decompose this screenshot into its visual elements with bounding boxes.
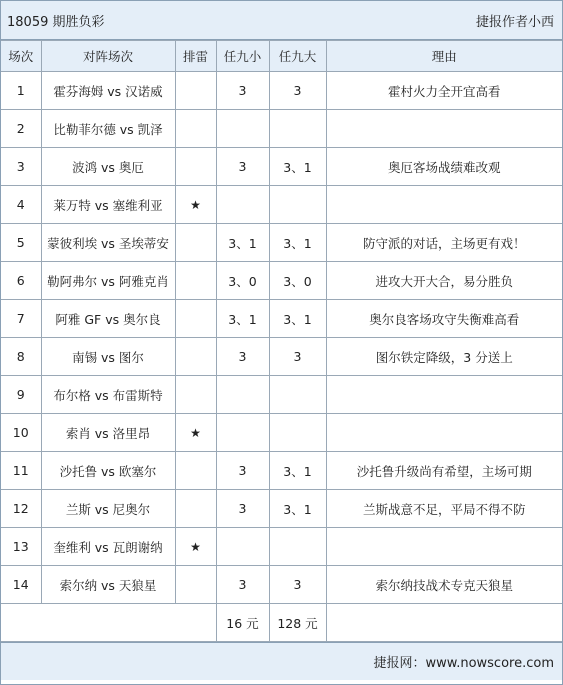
match-number: 4 xyxy=(1,186,41,224)
mine-star xyxy=(175,262,216,300)
reason xyxy=(326,414,562,452)
match-name: 蒙彼利埃 vs 圣埃蒂安 xyxy=(41,224,175,262)
table-row xyxy=(1,452,562,490)
match-name: 南锡 vs 图尔 xyxy=(41,338,175,376)
mine-star xyxy=(175,148,216,186)
pick-small: 3、1 xyxy=(216,224,269,262)
reason: 奥厄客场战绩难改观 xyxy=(326,148,562,186)
pick-small: 3、1 xyxy=(216,300,269,338)
match-number: 3 xyxy=(1,148,41,186)
match-number: 13 xyxy=(1,528,41,566)
col-header-match: 对阵场次 xyxy=(41,41,175,72)
pick-small xyxy=(216,376,269,414)
reason: 霍村火力全开宜高看 xyxy=(326,72,562,110)
pick-big xyxy=(269,376,326,414)
match-number: 2 xyxy=(1,110,41,148)
mine-star: ★ xyxy=(175,414,216,452)
pick-big: 3、0 xyxy=(269,262,326,300)
footer-site: 捷报网：www.nowscore.com xyxy=(373,656,554,671)
header-row xyxy=(1,41,562,72)
match-name: 索尔纳 vs 天狼星 xyxy=(41,566,175,604)
mine-star xyxy=(175,376,216,414)
reason xyxy=(326,528,562,566)
pick-big: 3、1 xyxy=(269,300,326,338)
table-row xyxy=(1,376,562,414)
pick-big: 3 xyxy=(269,72,326,110)
match-name: 勒阿弗尔 vs 阿雅克肖 xyxy=(41,262,175,300)
mine-star xyxy=(175,224,216,262)
pick-small: 3、0 xyxy=(216,262,269,300)
match-name: 波鸿 vs 奥厄 xyxy=(41,148,175,186)
reason: 防守派的对话，主场更有戏！ xyxy=(326,224,562,262)
totals-spacer xyxy=(1,604,216,642)
pick-big xyxy=(269,414,326,452)
pick-big: 3、1 xyxy=(269,148,326,186)
prediction-table xyxy=(1,40,562,642)
reason: 沙托鲁升级尚有希望，主场可期 xyxy=(326,452,562,490)
match-name: 兰斯 vs 尼奥尔 xyxy=(41,490,175,528)
table-row xyxy=(1,186,562,224)
table-row xyxy=(1,148,562,186)
pick-small xyxy=(216,186,269,224)
table-row xyxy=(1,262,562,300)
match-number: 10 xyxy=(1,414,41,452)
pick-small: 3 xyxy=(216,148,269,186)
pick-small: 3 xyxy=(216,72,269,110)
reason: 进攻大开大合，易分胜负 xyxy=(326,262,562,300)
match-number: 14 xyxy=(1,566,41,604)
reason xyxy=(326,110,562,148)
pick-small xyxy=(216,528,269,566)
match-name: 奎维利 vs 瓦朗谢纳 xyxy=(41,528,175,566)
pick-small: 3 xyxy=(216,452,269,490)
match-name: 索肖 vs 洛里昂 xyxy=(41,414,175,452)
pick-big: 3、1 xyxy=(269,224,326,262)
table-row xyxy=(1,338,562,376)
col-header-no: 场次 xyxy=(1,41,41,72)
pick-small: 3 xyxy=(216,566,269,604)
pick-big: 3、1 xyxy=(269,452,326,490)
pick-big: 3 xyxy=(269,338,326,376)
mine-star xyxy=(175,490,216,528)
mine-star: ★ xyxy=(175,186,216,224)
table-row xyxy=(1,300,562,338)
match-number: 7 xyxy=(1,300,41,338)
match-name: 阿雅 GF vs 奥尔良 xyxy=(41,300,175,338)
reason: 奥尔良客场攻守失衡难高看 xyxy=(326,300,562,338)
totals-empty xyxy=(326,604,562,642)
pick-small xyxy=(216,414,269,452)
table-row xyxy=(1,224,562,262)
mine-star xyxy=(175,452,216,490)
pick-big xyxy=(269,528,326,566)
table-row xyxy=(1,72,562,110)
match-name: 沙托鲁 vs 欧塞尔 xyxy=(41,452,175,490)
match-number: 5 xyxy=(1,224,41,262)
mine-star: ★ xyxy=(175,528,216,566)
col-header-mine: 排雷 xyxy=(175,41,216,72)
match-number: 11 xyxy=(1,452,41,490)
pick-small: 3 xyxy=(216,338,269,376)
pick-big xyxy=(269,110,326,148)
mine-star xyxy=(175,110,216,148)
reason xyxy=(326,376,562,414)
pick-big xyxy=(269,186,326,224)
pick-small xyxy=(216,110,269,148)
table-row xyxy=(1,490,562,528)
issue-title: 18059 期胜负彩 xyxy=(7,14,105,30)
author-label: 捷报作者小西 xyxy=(475,14,554,30)
match-name: 比勒菲尔德 vs 凯泽 xyxy=(41,110,175,148)
table-row xyxy=(1,566,562,604)
pick-big: 3 xyxy=(269,566,326,604)
table-row xyxy=(1,110,562,148)
match-name: 布尔格 vs 布雷斯特 xyxy=(41,376,175,414)
pick-big: 3、1 xyxy=(269,490,326,528)
reason: 兰斯战意不足，平局不得不防 xyxy=(326,490,562,528)
reason: 图尔铁定降级，3 分送上 xyxy=(326,338,562,376)
title-bar xyxy=(1,1,562,40)
match-number: 12 xyxy=(1,490,41,528)
match-name: 霍芬海姆 vs 汉诺威 xyxy=(41,72,175,110)
reason: 索尔纳技战术专克天狼星 xyxy=(326,566,562,604)
match-name: 莱万特 vs 塞维利亚 xyxy=(41,186,175,224)
total-big: 128 元 xyxy=(269,604,326,642)
mine-star xyxy=(175,72,216,110)
footer-bar xyxy=(1,642,562,680)
match-number: 6 xyxy=(1,262,41,300)
col-header-big: 任九大 xyxy=(269,41,326,72)
match-number: 1 xyxy=(1,72,41,110)
match-number: 9 xyxy=(1,376,41,414)
col-header-small: 任九小 xyxy=(216,41,269,72)
mine-star xyxy=(175,566,216,604)
reason xyxy=(326,186,562,224)
mine-star xyxy=(175,300,216,338)
table-row xyxy=(1,528,562,566)
pick-small: 3 xyxy=(216,490,269,528)
table-row xyxy=(1,414,562,452)
totals-row xyxy=(1,604,562,642)
total-small: 16 元 xyxy=(216,604,269,642)
mine-star xyxy=(175,338,216,376)
col-header-reason: 理由 xyxy=(326,41,562,72)
match-number: 8 xyxy=(1,338,41,376)
